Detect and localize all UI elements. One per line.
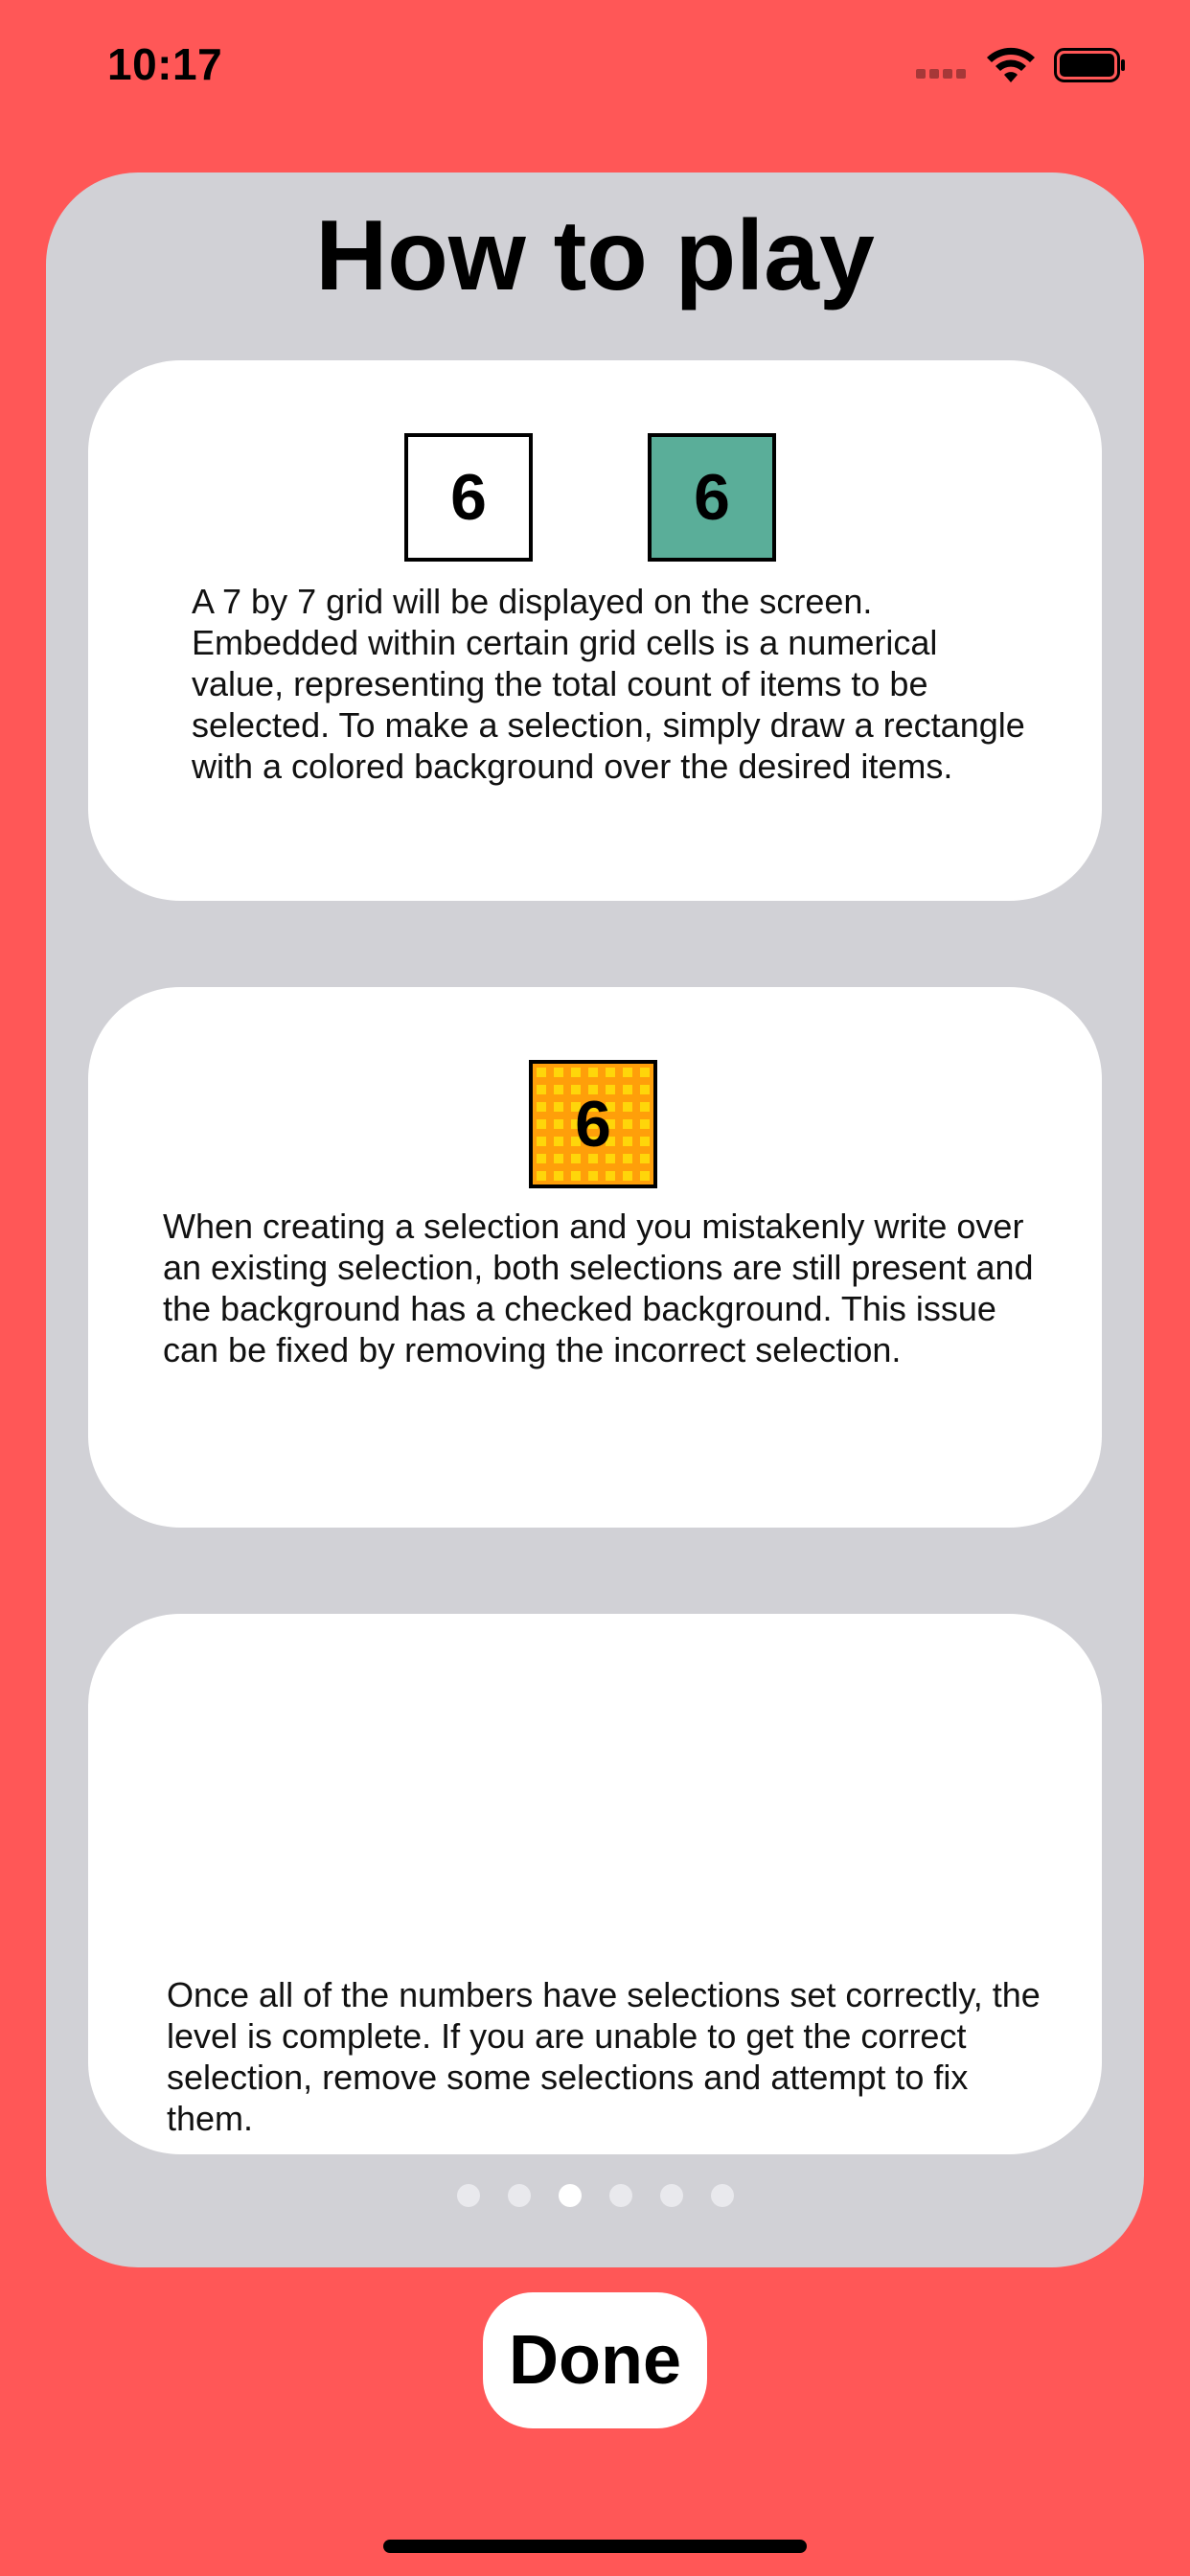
card-description: Once all of the numbers have selections set correctly, the level is complete. If you are unable to get the correct selection, remove some selections and attempt to fix them. [167, 1975, 1041, 2138]
how-to-play-panel[interactable] [46, 172, 1144, 2267]
status-time: 10:17 [107, 39, 223, 89]
wifi-icon [985, 46, 1037, 84]
card-description: A 7 by 7 grid will be displayed on the screen. Embedded within certain grid cells is a numerical value, representing the total count of items to be selected. To make a selection, simply draw a rectangle with a colored background over the desired items. [192, 582, 1025, 786]
tile-number: 6 [450, 461, 487, 534]
signal-icon [916, 69, 966, 79]
page-dot[interactable] [711, 2184, 734, 2207]
card-description: When creating a selection and you mistakenly write over an existing selection, both selections are still present and the background has a checked background. This issue can be fixed by removing the incorrect selection. [163, 1207, 1034, 1369]
page-dot[interactable] [660, 2184, 683, 2207]
page-dot[interactable] [609, 2184, 632, 2207]
home-indicator[interactable] [383, 2540, 807, 2553]
page-dot[interactable] [508, 2184, 531, 2207]
tutorial-card-overlap [88, 987, 1102, 1528]
page-dot-active[interactable] [559, 2184, 582, 2207]
page-dot[interactable] [457, 2184, 480, 2207]
battery-icon [1054, 48, 1127, 82]
tile-number: 6 [694, 461, 730, 534]
status-bar [0, 0, 1190, 134]
tutorial-card-grid [88, 360, 1102, 901]
done-button[interactable]: Done [483, 2292, 707, 2428]
number-tile-selected [648, 433, 776, 562]
tile-number: 6 [575, 1088, 611, 1161]
tutorial-card-complete [88, 1614, 1102, 2154]
number-tile-checked [529, 1060, 657, 1188]
number-tile-unselected [404, 433, 533, 562]
panel-title: How to play [315, 200, 875, 311]
page-indicator[interactable] [46, 2184, 1144, 2207]
